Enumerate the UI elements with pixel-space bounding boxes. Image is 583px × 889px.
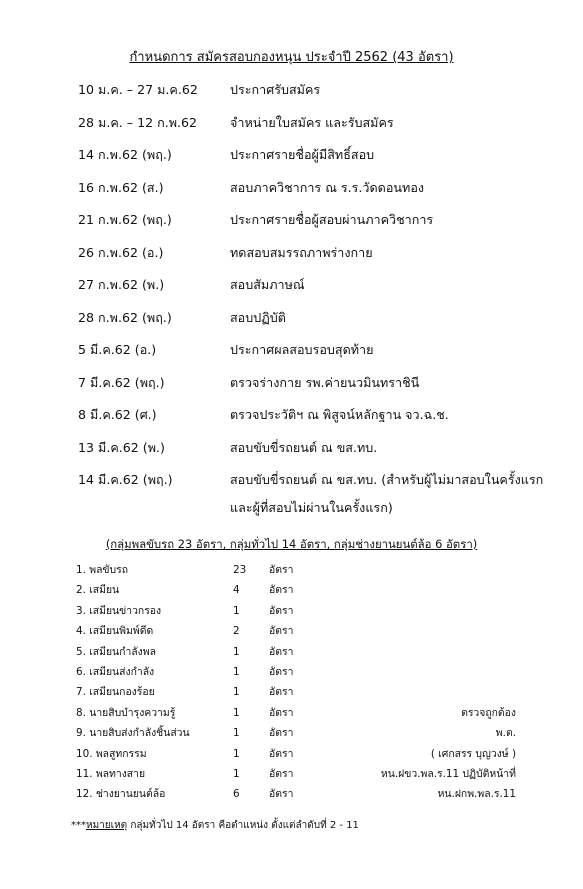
schedule-row — [78, 237, 548, 270]
schedule-row — [78, 334, 548, 367]
position-name: 5. เสมียนกำลังพล — [76, 645, 156, 658]
position-count: 23 — [233, 564, 247, 576]
schedule-event: ประกาศรายชื่อผู้สอบผ่านภาควิชาการ — [230, 212, 434, 227]
schedule-date: 5 มี.ค.62 (อ.) — [78, 342, 157, 357]
table-row — [76, 682, 546, 702]
position-unit: อัตรา — [269, 747, 294, 760]
schedule-row — [78, 74, 548, 107]
schedule-row — [78, 172, 548, 205]
schedule-event: ประกาศผลสอบรอบสุดท้าย — [230, 342, 374, 357]
position-name: 2. เสมียน — [76, 584, 120, 597]
schedule-row — [78, 139, 548, 172]
position-count: 1 — [233, 645, 240, 658]
position-count: 4 — [233, 584, 240, 597]
groups-summary — [0, 536, 583, 554]
schedule-row — [78, 204, 548, 237]
schedule-date: 14 ก.พ.62 (พฤ.) — [78, 147, 172, 162]
table-row — [76, 621, 546, 641]
position-name: 3. เสมียนข่าวกรอง — [76, 604, 162, 617]
schedule-row — [78, 464, 548, 522]
position-remark: ตรวจถูกต้อง — [461, 706, 516, 719]
position-count: 1 — [233, 706, 240, 719]
schedule-event: ตรวจร่างกาย รพ.ค่ายนวมินทราชินี — [230, 374, 420, 390]
schedule-event: ตรวจประวัติฯ ณ พิสูจน์หลักฐาน จว.ฉ.ช. — [230, 407, 449, 422]
position-name: 11. พลทางสาย — [76, 767, 146, 780]
positions-table — [76, 560, 546, 805]
schedule-row — [78, 399, 548, 432]
schedule-row — [78, 269, 548, 302]
schedule-event: ประกาศรับสมัคร — [230, 82, 321, 97]
schedule-date: 7 มี.ค.62 (พฤ.) — [78, 374, 165, 390]
schedule-date: 21 ก.พ.62 (พฤ.) — [78, 212, 172, 227]
schedule-date: 16 ก.พ.62 (ส.) — [78, 179, 164, 195]
table-row — [76, 580, 546, 600]
schedule-event: ทดสอบสมรรถภาพร่างกาย — [230, 244, 373, 260]
position-count: 2 — [233, 625, 240, 638]
schedule-event: สอบสัมภาษณ์ — [230, 277, 305, 292]
schedule-date: 14 มี.ค.62 (พฤ.) — [78, 472, 173, 487]
table-row — [76, 662, 546, 682]
footnote-prefix: *** — [71, 820, 86, 831]
groups-summary-text: (กลุ่มพลขับรถ 23 อัตรา, กลุ่มทั่วไป 14 อัตรา, กลุ่มช่างยานยนต์ล้อ 6 อัตรา) — [105, 537, 478, 551]
position-remark: ( เศกสรร บุญวงษ์ ) — [430, 747, 516, 760]
position-count: 1 — [233, 604, 240, 617]
table-row — [76, 744, 546, 764]
table-row — [76, 601, 546, 621]
position-unit: อัตรา — [269, 625, 294, 638]
position-name: 6. เสมียนส่งกำลัง — [76, 665, 155, 678]
table-row — [76, 764, 546, 784]
footnote — [71, 818, 359, 833]
schedule-row — [78, 107, 548, 140]
position-unit: อัตรา — [269, 604, 294, 617]
table-row — [76, 642, 546, 662]
position-name: 4. เสมียนพิมพ์ดีด — [76, 625, 154, 638]
schedule-event: สอบปฏิบัติ — [230, 309, 286, 325]
position-unit: อัตรา — [269, 686, 294, 699]
footnote-label: หมายเหตุ — [86, 820, 128, 831]
position-unit: อัตรา — [269, 645, 294, 658]
position-remark: หน.ฝขว.พล.ร.11 ปฏิบัติหน้าที่ — [380, 767, 516, 780]
schedule-event: สอบขับขี่รถยนต์ ณ ขส.ทบ. (สำหรับผู้ไม่มาสอบในครั้งแรก และผู้ที่สอบไม่ผ่านในครั้งแรก) — [230, 472, 544, 515]
position-unit: อัตรา — [269, 584, 294, 597]
position-unit: อัตรา — [269, 706, 294, 719]
position-unit: อัตรา — [269, 564, 294, 576]
position-count: 6 — [233, 788, 240, 801]
position-name: 7. เสมียนกองร้อย — [76, 686, 155, 699]
position-count: 1 — [233, 727, 240, 740]
schedule-event: สอบขับขี่รถยนต์ ณ ขส.ทบ. — [230, 439, 378, 455]
position-unit: อัตรา — [269, 767, 294, 780]
schedule-event: ประกาศรายชื่อผู้มีสิทธิ์สอบ — [230, 147, 375, 162]
position-name: 1. พลขับรถ — [76, 564, 129, 576]
position-unit: อัตรา — [269, 665, 294, 678]
position-remark: พ.ต. — [495, 727, 516, 740]
schedule-date: 10 ม.ค. – 27 ม.ค.62 — [78, 82, 198, 97]
schedule-row — [78, 432, 548, 465]
position-name: 9. นายสิบส่งกำลังชิ้นส่วน — [76, 727, 190, 740]
schedule-date: 13 มี.ค.62 (พ.) — [78, 439, 165, 455]
position-name: 12. ช่างยานยนต์ล้อ — [76, 788, 166, 801]
position-count: 1 — [233, 686, 240, 699]
position-remark: หน.ฝกพ.พล.ร.11 — [437, 788, 516, 801]
page-title: กำหนดการ สมัครสอบกองหนุน ประจำปี 2562 (43 อัตรา) — [129, 50, 454, 65]
schedule-event: จำหน่ายใบสมัคร และรับสมัคร — [230, 114, 394, 130]
position-name: 10. พลสูทกรรม — [76, 747, 147, 760]
schedule-event: สอบภาควิชาการ ณ ร.ร.วัดดอนทอง — [230, 179, 425, 195]
position-count: 1 — [233, 747, 240, 760]
footnote-text: กลุ่มทั่วไป 14 อัตรา คือตำแหน่ง ตั้งแต่ลำดับที่ 2 - 11 — [127, 820, 359, 831]
schedule-row — [78, 367, 548, 400]
position-name: 8. นายสิบบำรุงความรู้ — [76, 706, 176, 719]
position-count: 1 — [233, 665, 240, 678]
table-row — [76, 560, 546, 580]
schedule-date: 27 ก.พ.62 (พ.) — [78, 277, 165, 292]
position-count: 1 — [233, 767, 240, 780]
schedule-date: 28 ก.พ.62 (พฤ.) — [78, 309, 172, 325]
table-row — [76, 723, 546, 743]
schedule-date: 26 ก.พ.62 (อ.) — [78, 244, 164, 260]
schedule-date: 28 ม.ค. – 12 ก.พ.62 — [78, 114, 198, 130]
table-row — [76, 784, 546, 804]
schedule-date: 8 มี.ค.62 (ศ.) — [78, 407, 157, 422]
position-unit: อัตรา — [269, 727, 294, 740]
position-unit: อัตรา — [269, 788, 294, 801]
schedule-row — [78, 302, 548, 335]
table-row — [76, 703, 546, 723]
schedule-list — [78, 74, 548, 522]
